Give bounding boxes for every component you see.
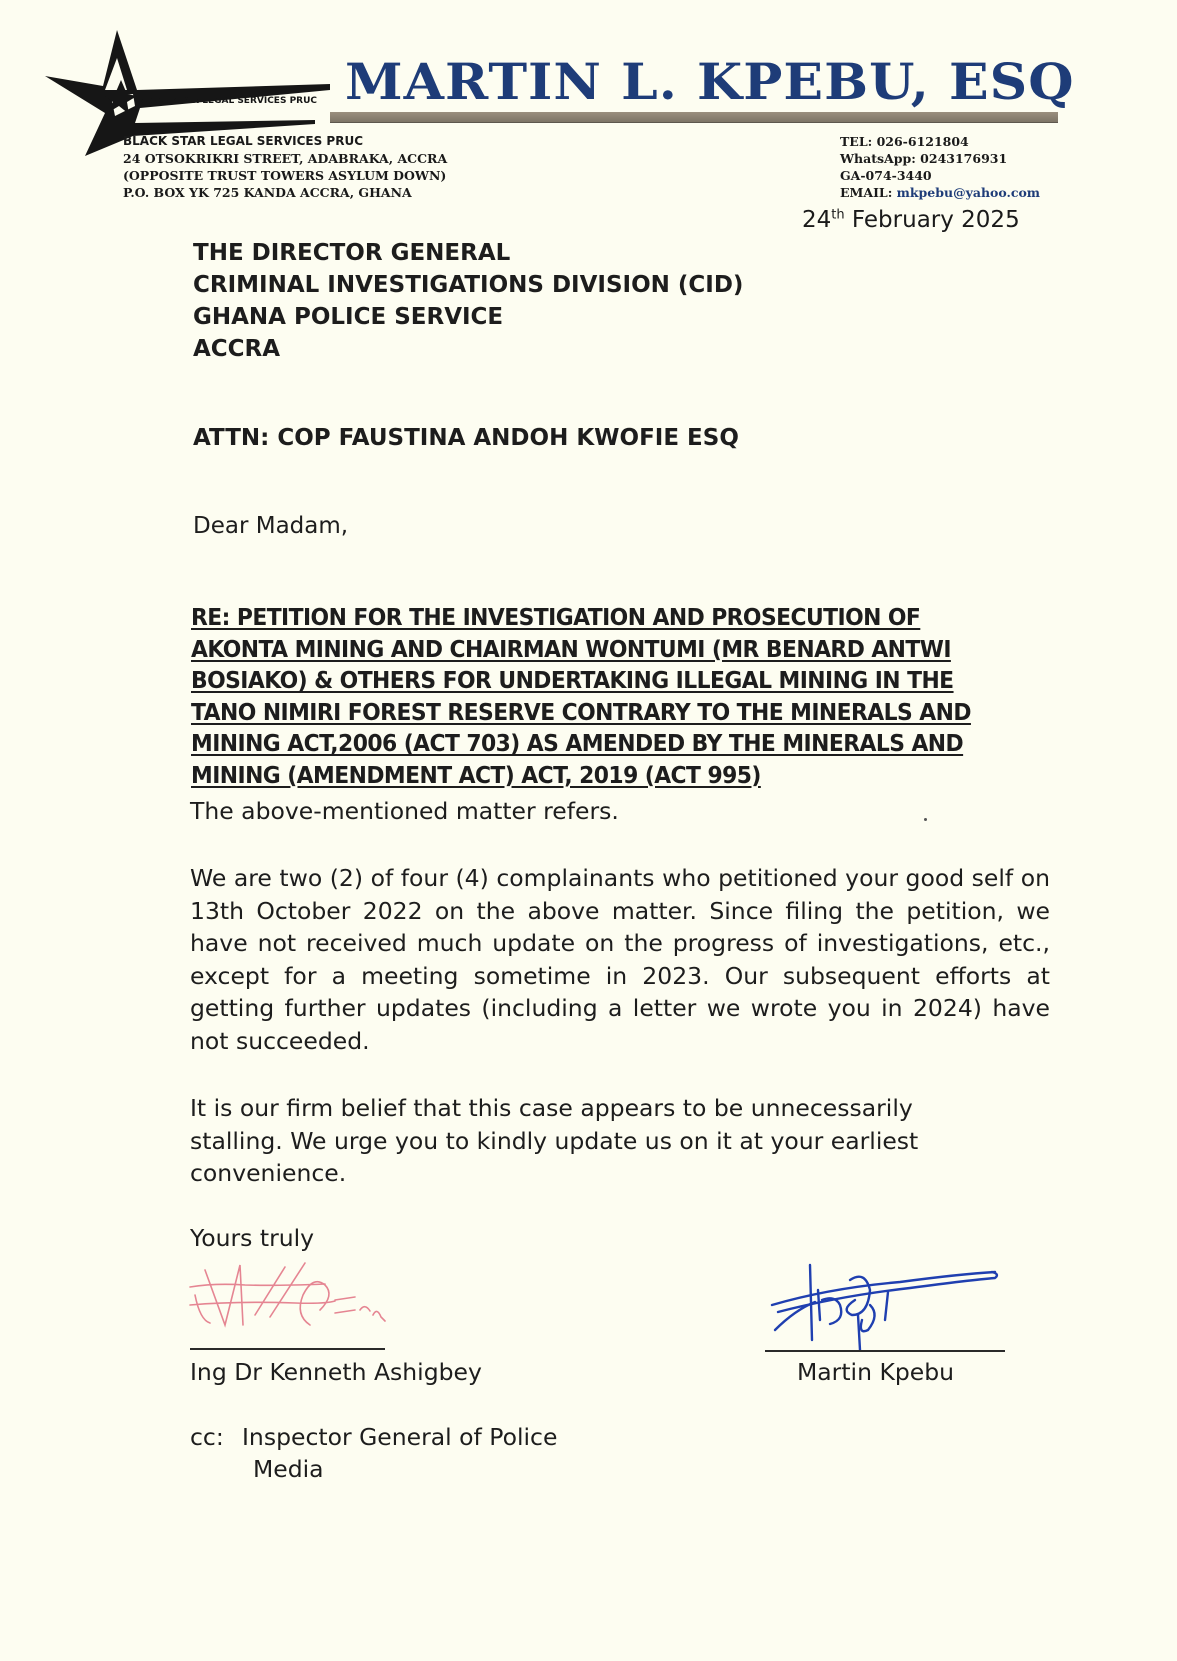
firm-name: BLACK STAR LEGAL SERVICES PRUC [123, 134, 364, 148]
attention-line: ATTN: COP FAUSTINA ANDOH KWOFIE ESQ [193, 425, 739, 451]
date-day: 24 [802, 207, 832, 233]
addressee-line: ACCRA [193, 336, 281, 362]
firm-landmark: (OPPOSITE TRUST TOWERS ASYLUM DOWN) [123, 168, 447, 183]
firm-street: 24 OTSOKRIKRI STREET, ADABRAKA, ACCRA [123, 151, 448, 166]
subject-line: RE: PETITION FOR THE INVESTIGATION AND PROSECUTION OF [191, 603, 921, 631]
date-suffix: th [831, 207, 845, 223]
addressee-line: CRIMINAL INVESTIGATIONS DIVISION (CID) [193, 272, 744, 298]
email-label: EMAIL: [840, 185, 897, 200]
signature-ashigbey-icon [185, 1255, 405, 1345]
date-rest: February 2025 [844, 207, 1020, 233]
addressee-block [193, 237, 743, 365]
contact-whatsapp: WhatsApp: 0243176931 [840, 151, 1008, 166]
body-paragraph-background: We are two (2) of four (4) complainants who petitioned your good self on 13th October 2022 on the above matter. Since filing the petition, we have not received much update on the progress of investigations, etc., except for a meeting sometime in 2023. Our subsequent efforts at getting further updates (including a letter we wrote you in 2024) have not succeeded. [190, 864, 1050, 1055]
letterhead-rule [330, 112, 1058, 123]
firm-address-block [123, 133, 447, 201]
addressee-line: THE DIRECTOR GENERAL [193, 240, 511, 266]
subject-line: TANO NIMIRI FOREST RESERVE CONTRARY TO THE MINERALS AND [191, 697, 971, 726]
scan-speck [924, 818, 927, 821]
logo-banner-text: BLACK STAR LEGAL SERVICES PRUC [137, 96, 318, 106]
letter-date [802, 207, 1020, 233]
signatory-name-ashigbey: Ing Dr Kenneth Ashigbey [190, 1358, 482, 1386]
signatory-name-kpebu: Martin Kpebu [797, 1358, 955, 1386]
cc-recipient: Inspector General of Police [242, 1423, 558, 1451]
subject-line: MINING ACT,2006 (ACT 703) AS AMENDED BY THE MINERALS AND [191, 729, 964, 757]
contact-email [840, 184, 1040, 201]
signature-line-left [190, 1348, 385, 1350]
signature-line-right [765, 1350, 1005, 1352]
salutation: Dear Madam, [193, 513, 349, 539]
cc-label: cc: [190, 1423, 224, 1451]
subject-line: AKONTA MINING AND CHAIRMAN WONTUMI (MR BENARD ANTWI [191, 634, 951, 663]
body-paragraph-request: It is our firm belief that this case appears to be unnecessarily stalling. We urge you to kindly update us on it at your earliest convenience. [190, 1094, 919, 1187]
subject-heading [191, 602, 971, 791]
closing-phrase: Yours truly [190, 1224, 315, 1252]
subject-line: BOSIAKO) & OTHERS FOR UNDERTAKING ILLEGAL MINING IN THE [191, 666, 954, 694]
letterhead-title: MARTIN L. KPEBU, ESQ [345, 52, 1075, 111]
subject-line: MINING (AMENDMENT ACT) ACT, 2019 (ACT 995) [191, 760, 761, 789]
body-paragraph-reference: The above-mentioned matter refers. [190, 797, 619, 825]
cc-recipient: Media [253, 1455, 324, 1483]
contact-gps: GA-074-3440 [840, 168, 932, 183]
signature-kpebu-icon [770, 1260, 1000, 1355]
addressee-line: GHANA POLICE SERVICE [193, 304, 504, 330]
contact-tel: TEL: 026-6121804 [840, 134, 969, 149]
firm-po-box: P.O. BOX YK 725 KANDA ACCRA, GHANA [123, 185, 412, 200]
contact-block [840, 133, 1040, 201]
email-link[interactable]: mkpebu@yahoo.com [896, 185, 1041, 200]
